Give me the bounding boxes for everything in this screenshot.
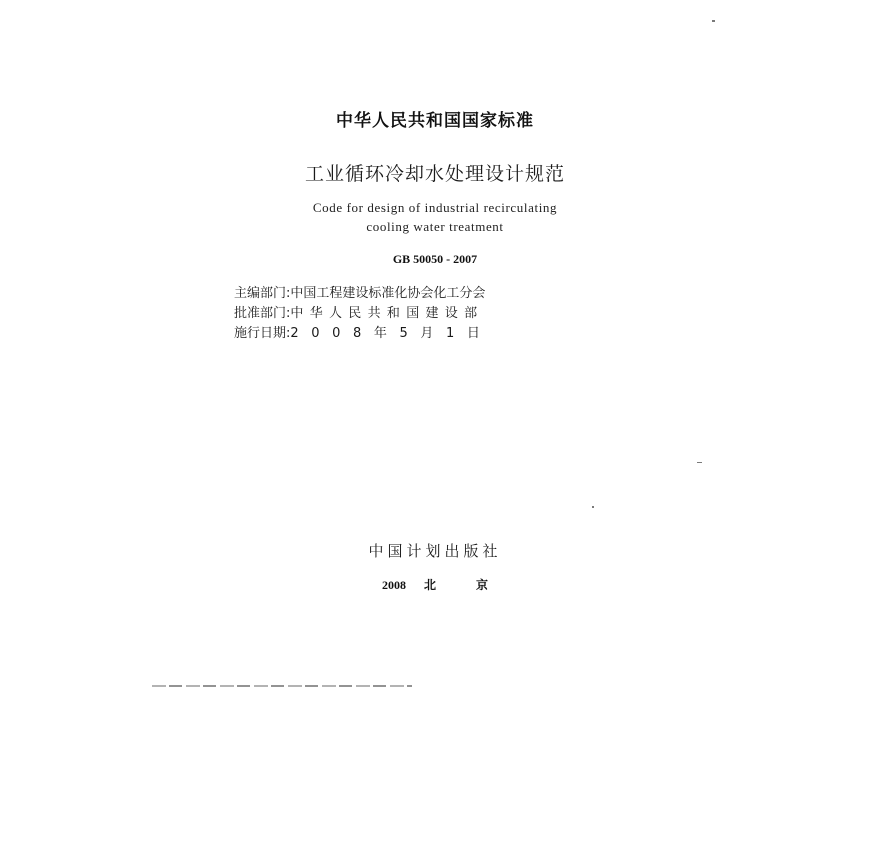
publish-year: 2008	[381, 578, 406, 592]
effective-date-label: 施行日期:	[234, 326, 291, 341]
approver-label: 批准部门:	[234, 306, 291, 321]
editor-value: 中国工程建设标准化协会化工分会	[290, 286, 486, 301]
document-title-zh: 工业循环冷却水处理设计规范	[304, 163, 565, 185]
editor-row	[234, 284, 492, 304]
publish-city-char-2: 京	[476, 578, 489, 592]
approver-row	[234, 304, 492, 324]
publish-place	[0, 576, 870, 593]
document-title-en	[0, 198, 870, 236]
effective-date-row	[234, 324, 492, 344]
standard-code: GB 50050 - 2007	[392, 252, 478, 266]
publish-city-char-1: 北	[423, 578, 436, 592]
document-title-en-line2: cooling water treatment	[366, 219, 504, 234]
meta-block	[234, 284, 492, 344]
approver-value: 中华人民共和国建设部	[290, 306, 484, 321]
publisher-name: 中国计划出版社	[368, 542, 502, 560]
editor-label: 主编部门:	[234, 286, 291, 301]
scan-artifact-dot	[697, 462, 702, 463]
effective-date-value: 2008年5月1日	[290, 326, 493, 341]
scan-artifact-line	[152, 685, 412, 687]
scan-artifact-dot	[592, 506, 594, 508]
document-title-en-line1: Code for design of industrial recirculating	[312, 200, 558, 215]
national-standard-heading: 中华人民共和国国家标准	[336, 111, 534, 131]
scan-artifact-dot	[712, 20, 715, 22]
